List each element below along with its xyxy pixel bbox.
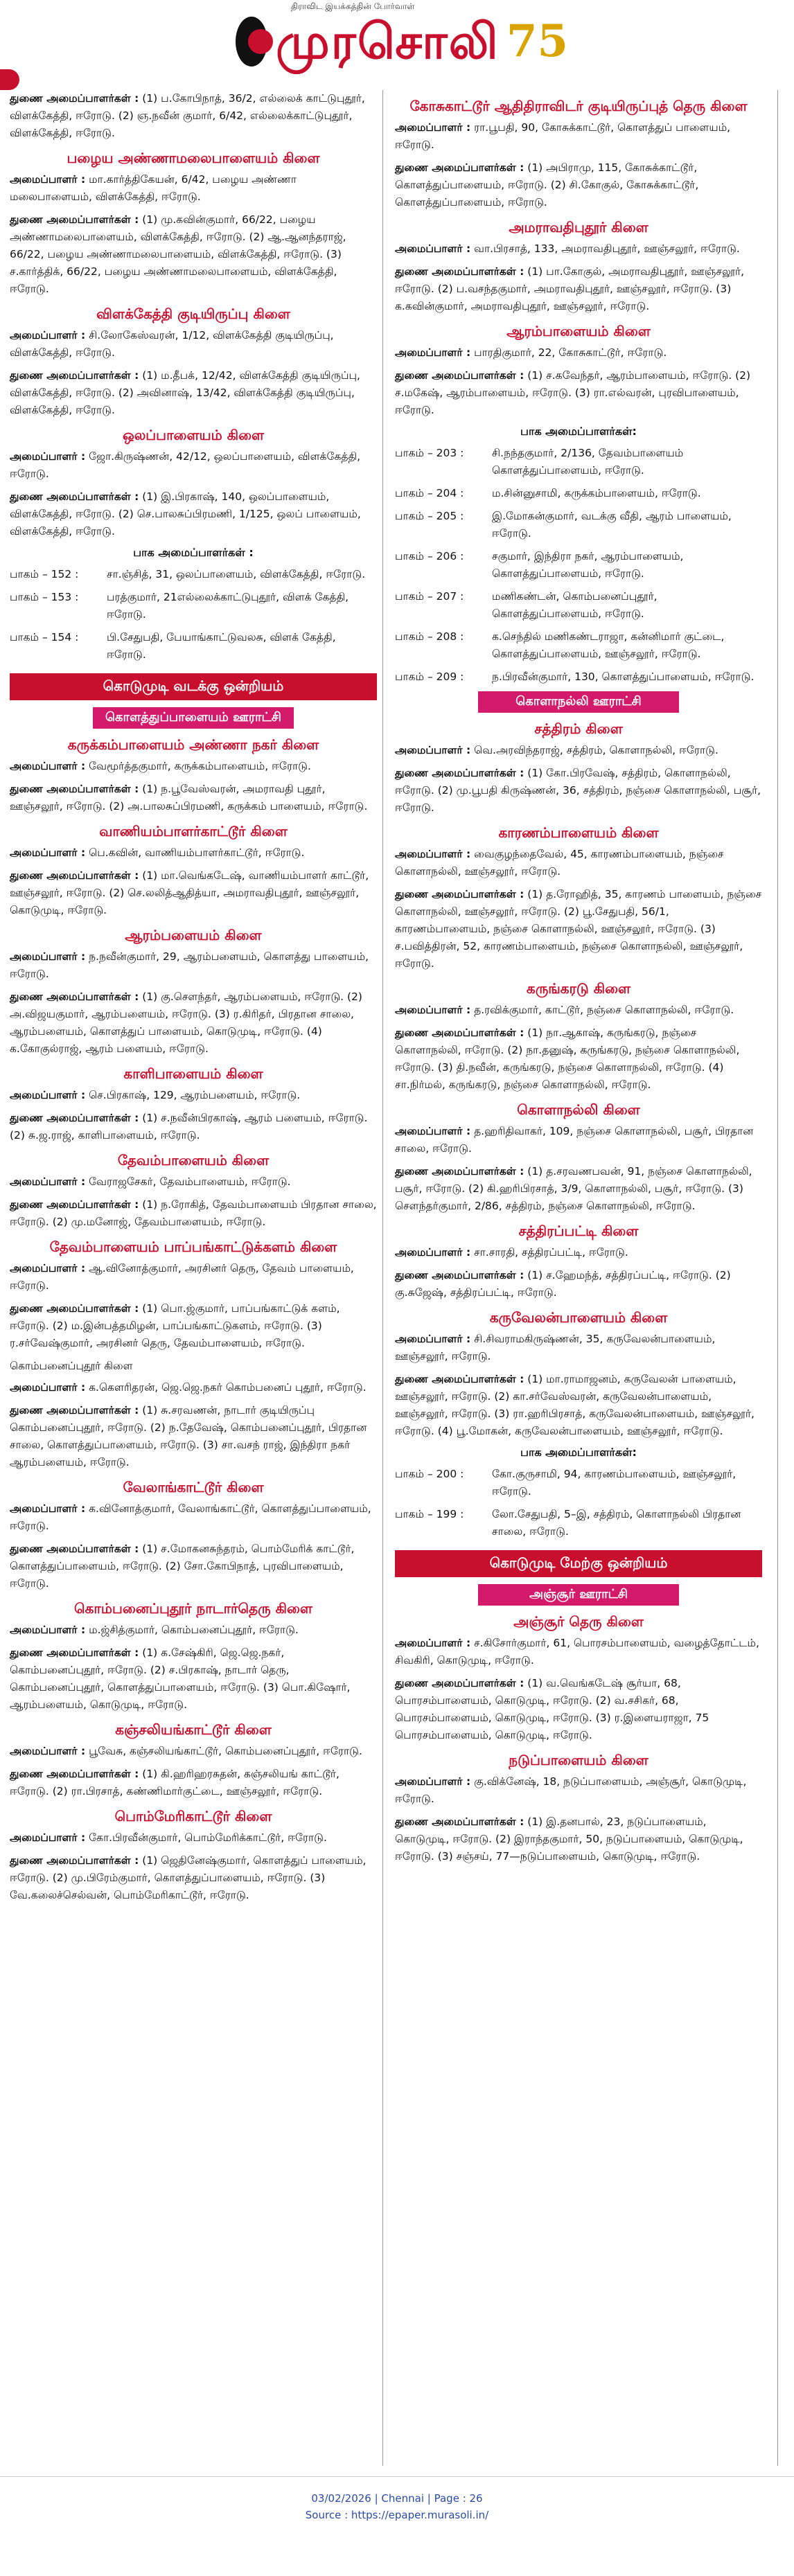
member-details: க.வினோத்குமார், வேலாங்காட்டூர், கொளத்துப்பாளையம், ஈரோடு. — [10, 1502, 371, 1532]
branch-heading: விளக்கேத்தி குடியிருப்பு கிளை — [96, 305, 290, 322]
member-details: (1) மா.வெங்கடேஷ், வாணியம்பாளர் காட்டூர், ஊஞ்சலூர், ஈரோடு. (2) செ.லலித்ஆதித்யா, அமராவதிபுதூர், ஊஞ்சலூர், கொடுமுடி, ஈரோடு. — [10, 869, 369, 916]
role-label: துணை அமைப்பாளர்கள் : — [10, 991, 139, 1003]
member-entry — [10, 1110, 377, 1144]
member-entry — [10, 1173, 377, 1191]
role-label: அமைப்பாளர் : — [395, 121, 471, 134]
member-entry — [10, 1829, 377, 1847]
role-label: துணை அமைப்பாளர்கள் : — [395, 888, 524, 900]
member-details: (1) ந.பூவேஸ்வரன், அமராவதி புதூர், ஊஞ்சலூர், ஈரோடு. (2) அ.பாலசுப்பிரமணி, கருக்கம் பாளையம், ஈரோடு. — [10, 783, 368, 812]
member-details: வேமூர்த்தகுமார், கருக்கம்பாளையம், ஈரோடு. — [85, 760, 311, 772]
masthead-tagline: திராவிட இயக்கத்தின் போர்வாள் — [291, 1, 415, 11]
booth-number: பாகம் – 204 : — [395, 487, 464, 499]
masthead — [0, 0, 794, 83]
member-details: த.ஹரிதிவாகர், 109, நஞ்சை கொளாநல்லி, பசூர், பிரதான சாலை, ஈரோடு. — [395, 1125, 754, 1155]
member-details: (1) இ.பிரகாஷ், 140, ஒலப்பாளையம், விளக்கேத்தி, ஈரோடு. (2) செ.பாலசுப்பிரமணி, 1/125, ஒலப் பாளையம், விளக்கேத்தி, ஈரோடு. — [10, 490, 361, 538]
booth-entry — [395, 668, 762, 686]
role-label: அமைப்பாளர் : — [395, 346, 471, 359]
role-label: துணை அமைப்பாளர்கள் : — [395, 1677, 524, 1689]
member-entry — [10, 327, 377, 362]
member-details: ஜோ.கிருஷ்ணன், 42/12, ஒலப்பாளையம், விளக்கேத்தி, ஈரோடு. — [10, 450, 361, 480]
role-label: அமைப்பாளர் : — [395, 1637, 471, 1649]
member-entry — [10, 1540, 377, 1592]
role-label: துணை அமைப்பாளர்கள் : — [395, 1027, 524, 1039]
member-details: ந.நவீன்குமார், 29, ஆரம்பளையம், கொளத்து பாளையம், ஈரோடு. — [10, 950, 369, 980]
booth-details: க.செந்தில் மணிகண்டராஜா, கன்னிமார் குட்டை, கொளத்துப்பாளையம், ஊஞ்சலூர், ஈரோடு. — [492, 630, 725, 660]
booth-number: பாகம் – 207 : — [395, 590, 464, 603]
role-label: அமைப்பாளர் : — [10, 950, 86, 963]
member-details: பெ.கவின், வாணியம்பாளர்காட்டூர், ஈரோடு. — [85, 846, 305, 859]
role-label: துணை அமைப்பாளர்கள் : — [10, 783, 139, 795]
booth-entry — [395, 548, 762, 583]
member-details: பூவேசு, கஞ்சலியங்காட்டூர், கொம்பனைப்புதூர், ஈரோடு. — [85, 1745, 362, 1757]
member-details: (1) க.சேஷ்கிரி, ஜெ.ஜெ.நகர், கொம்பனைப்புதூர், ஈரோடு. (2) ச.பிரகாஷ், நாடார் தெரு, கொம்பனைப்புதூர், கொளத்துப்பாளையம், ஈரோடு. (3) பொ.கிஷோர், ஆரம்பளையம், கொடுமுடி, ஈரோடு. — [10, 1646, 351, 1711]
member-entry — [10, 90, 377, 142]
member-details: (1) ச.ஹேமந்த், சத்திரப்பட்டி, ஈரோடு. (2) கு.சுஜேஷ், சத்திரப்பட்டி, ஈரோடு. — [395, 1269, 731, 1299]
branch-heading: தேவம்பாளையம் பாப்பங்காட்டுக்களம் கிளை — [49, 1238, 337, 1255]
branch-heading: சத்திரப்பட்டி கிளை — [518, 1223, 639, 1239]
member-details: கு.விக்னேஷ், 18, நடுப்பாளையம், அஞ்சூர், கொடுமுடி, ஈரோடு. — [395, 1775, 747, 1805]
role-label: துணை அமைப்பாளர்கள் : — [10, 1854, 139, 1867]
member-details: (1) பா.கோகுல், அமராவதிபுதூர், ஊஞ்சலூர், ஈரோடு. (2) ப.வசந்தகுமார், அமராவதிபுதூர், ஊஞ்சலூர், ஈரோடு. (3) க.கவின்குமார், அமராவதிபுதூர், ஊஞ்சலூர், ஈரோடு. — [395, 265, 745, 312]
role-label: துணை அமைப்பாளர்கள் : — [10, 92, 139, 105]
member-entry — [395, 1123, 762, 1157]
member-entry — [10, 1402, 377, 1471]
member-details: வா.பிரசாத், 133, அமராவதிபுதூர், ஊஞ்சலூர், ஈரோடு. — [470, 242, 740, 255]
role-label: துணை அமைப்பாளர்கள் : — [10, 1302, 139, 1315]
member-details: (1) ச.மோகனசுந்தரம், பொம்மேரிக் காட்டூர், கொளத்துப்பாளையம், ஈரோடு. (2) சோ.கோபிநாத், புரவிபாளையம், ஈரோடு. — [10, 1543, 355, 1590]
branch-heading: அமராவதிபுதூர் கிளை — [509, 219, 649, 236]
member-entry — [395, 1163, 762, 1215]
member-entry — [10, 867, 377, 919]
branch-heading: கருவேலன்பாளையம் கிளை — [489, 1309, 668, 1326]
branch-heading-plain: கொம்பனைப்புதூர் கிளை — [10, 1360, 133, 1372]
role-label: அமைப்பாளர் : — [395, 1004, 471, 1016]
member-entry — [10, 758, 377, 775]
member-details: த.ரவிக்குமார், காட்டூர், நஞ்சை கொளாநல்லி, ஈரோடு. — [470, 1004, 734, 1016]
branch-heading: கருக்கம்பாளையம் அண்ணா நகர் கிளை — [67, 736, 319, 753]
member-entry — [395, 1635, 762, 1669]
section-subheading: பாக அமைப்பாளர்கள்: — [520, 425, 637, 438]
column-divider — [382, 90, 383, 2466]
role-label: துணை அமைப்பாளர்கள் : — [395, 1373, 524, 1385]
role-label: அமைப்பாளர் : — [10, 329, 86, 341]
branch-heading: கொம்பனைப்புதூர் நாடார்தெரு கிளை — [74, 1600, 312, 1617]
role-label: அமைப்பாளர் : — [395, 744, 471, 756]
member-entry — [10, 988, 377, 1058]
booth-number: பாகம் – 203 : — [395, 447, 464, 459]
member-entry — [10, 1852, 377, 1904]
role-label: துணை அமைப்பாளர்கள் : — [395, 767, 524, 779]
page-edge-marker — [0, 69, 19, 90]
footer-rule — [0, 2476, 794, 2477]
logo — [236, 7, 568, 76]
panchayat-label: கொளத்துப்பாளையம் ஊராட்சி — [93, 707, 294, 729]
role-label: அமைப்பாளர் : — [10, 1381, 86, 1394]
member-details: செ.பிரகாஷ், 129, ஆரம்பளையம், ஈரோடு. — [85, 1089, 301, 1101]
role-label: அமைப்பாளர் : — [10, 1175, 86, 1188]
role-label: அமைப்பாளர் : — [395, 242, 471, 255]
branch-heading: கோசுகாட்டூர் ஆதிதிராவிடர் குடியிருப்புத் தெரு கிளை — [409, 98, 748, 114]
booth-details: மணிகண்டன், கொம்பனைப்புதூர், கொளத்துப்பாளையம், ஈரோடு. — [492, 590, 658, 620]
member-entry — [10, 448, 377, 483]
branch-heading: கொளாநல்லி கிளை — [517, 1101, 640, 1118]
member-details: (1) த.சரவணபவன், 91, நஞ்சை கொளாநல்லி, பசூர், ஈரோடு. (2) கி.ஹரிபிரசாத், 3/9, கொளாநல்லி, பசூர், ஈரோடு. (3) சௌந்தர்குமார், 2/86, சத்திரம், நஞ்சை கொளாநல்லி, ஈரோடு. — [395, 1165, 752, 1212]
role-label: துணை அமைப்பாளர்கள் : — [395, 1815, 524, 1828]
branch-heading: அஞ்சூர் தெரு கிளை — [513, 1613, 644, 1630]
role-label: துணை அமைப்பாளர்கள் : — [395, 1269, 524, 1281]
booth-entry — [395, 445, 762, 479]
branch-heading: வாணியம்பாளர்காட்டூர் கிளை — [99, 823, 288, 840]
branch-heading: நடுப்பாளையம் கிளை — [509, 1752, 649, 1768]
member-entry — [10, 1622, 377, 1639]
role-label: அமைப்பாளர் : — [10, 1089, 86, 1101]
right-column — [395, 90, 762, 1871]
booth-details: சா.ஞ்சித், 31, ஒலப்பாளையம், விளக்கேத்தி, ஈரோடு. — [107, 568, 366, 580]
union-banner: கொடுமுடி வடக்கு ஒன்றியம் — [10, 673, 377, 700]
branch-heading: ஆரம்பளையம் கிளை — [125, 927, 262, 943]
member-entry — [10, 1743, 377, 1760]
member-entry — [10, 488, 377, 540]
booth-number: பாகம் – 208 : — [395, 630, 464, 643]
footer-source[interactable]: Source : https://epaper.murasoli.in/ — [305, 2509, 489, 2521]
role-label: அமைப்பாளர் : — [395, 848, 471, 860]
member-details: (1) இ.தனபால், 23, நடுப்பாளையம், கொடுமுடி, ஈரோடு. (2) இராந்தகுமார், 50, நடுப்பாளையம், கொடுமுடி, ஈரோடு. (3) சஞ்சய், 77—நடுப்பாளையம், கொடுமுடி, ஈரோடு. — [395, 1815, 743, 1863]
member-entry — [10, 781, 377, 815]
member-entry — [10, 1766, 377, 1800]
member-details: (1) வ.வெங்கடேஷ் சூர்யா, 68, பொரசம்பாளையம், கொடுமுடி, ஈரோடு. (2) வ.சசிகர், 68, பொரசம்பாளையம், கொடுமுடி, ஈரோடு. (3) ர.இளையராஜா, 75 பொரசம்பாளையம், கொடுமுடி, ஈரோடு. — [395, 1677, 709, 1741]
booth-details: ம.சின்னுசாமி, கருக்கம்பாளையம், ஈரோடு. — [492, 487, 701, 499]
footer — [0, 2490, 794, 2523]
member-entry — [10, 367, 377, 419]
member-details: (1) ம.தீபக், 12/42, விளக்கேத்தி குடியிருப்பு, விளக்கேத்தி, ஈரோடு. (2) அவினாஷ், 13/42, விளக்கேத்தி குடியிருப்பு, விளக்கேத்தி, ஈரோடு. — [10, 369, 360, 416]
role-label: துணை அமைப்பாளர்கள் : — [10, 1543, 139, 1555]
member-details: வைகுழந்தைவேல், 45, காரணம்பாளையம், நஞ்சை கொளாநல்லி, ஊஞ்சலூர், ஈரோடு. — [395, 848, 724, 878]
role-label: அமைப்பாளர் : — [10, 1502, 86, 1515]
member-details: (1) நா.ஆகாஷ், கருங்கரடு, நஞ்சை கொளாநல்லி, ஈரோடு. (2) நா.தனுஷ், கருங்கரடு, நஞ்சை கொளாநல்லி, ஈரோடு. (3) தி.நவீன், கருங்கரடு, நஞ்சை கொளாநல்லி, ஈரோடு. (4) சா.நிர்மல், கருங்கரடு, நஞ்சை கொளாநல்லி, ஈரோடு. — [395, 1027, 740, 1091]
branch-heading: சத்திரம் கிளை — [534, 720, 623, 737]
branch-heading: தேவம்பாளையம் கிளை — [117, 1152, 270, 1169]
section-subheading: பாக அமைப்பாளர்கள் : — [133, 546, 254, 559]
member-entry — [395, 846, 762, 880]
role-label: அமைப்பாளர் : — [10, 846, 86, 859]
member-entry — [395, 1244, 762, 1261]
member-entry — [395, 344, 762, 362]
member-entry — [395, 263, 762, 315]
member-entry — [395, 765, 762, 817]
member-details: சி.சிவராமகிருஷ்ணன், 35, கருவேலன்பாளையம், ஊஞ்சலூர், ஈரோடு. — [395, 1333, 716, 1362]
role-label: துணை அமைப்பாளர்கள் : — [10, 369, 139, 382]
role-label: துணை அமைப்பாளர்கள் : — [10, 1198, 139, 1211]
booth-entry — [395, 508, 762, 542]
role-label: அமைப்பாளர் : — [10, 1262, 86, 1274]
member-details: ரா.பூபதி, 90, கோசுக்காட்டூர், கொளத்துப் பாளையம், ஈரோடு. — [395, 121, 731, 151]
role-label: அமைப்பாளர் : — [395, 1333, 471, 1345]
booth-number: பாகம் – 153 : — [10, 591, 79, 603]
booth-number: பாகம் – 200 : — [395, 1468, 464, 1480]
booth-details: சி.நந்தகுமார், 2/136, தேவம்பாளையம் கொளத்துப்பாளையம், ஈரோடு. — [492, 447, 684, 477]
member-entry — [395, 1675, 762, 1744]
section-subheading: பாக அமைப்பாளர்கள்: — [520, 1446, 637, 1459]
booth-details: இ.மோகன்குமார், வடக்கு வீதி, ஆரம் பாளையம், ஈரோடு. — [492, 510, 732, 540]
member-details: (1) கோ.பிரவேஷ், சத்திரம், கொளாநல்லி, ஈரோடு. (2) மு.பூபதி கிருஷ்ணன், 36, சத்திரம், நஞ்சை கொளாநல்லி, பசூர், ஈரோடு. — [395, 767, 761, 814]
branch-heading: பொம்மேரிகாட்டூர் கிளை — [114, 1808, 272, 1824]
booth-number: பாகம் – 205 : — [395, 510, 464, 522]
booth-number: பாகம் – 199 : — [395, 1508, 464, 1520]
branch-heading: வேலாங்காட்டூர் கிளை — [123, 1479, 264, 1495]
role-label: துணை அமைப்பாளர்கள் : — [395, 265, 524, 278]
branch-heading: காளிபாளையம் கிளை — [123, 1065, 263, 1082]
branch-heading: கருங்கரடு கிளை — [526, 980, 631, 997]
role-label: துணை அமைப்பாளர்கள் : — [10, 213, 139, 226]
member-details: ம.ஜ்சித்குமார், கொம்பனைப்புதூர், ஈரோடு. — [85, 1624, 299, 1636]
role-label: துணை அமைப்பாளர்கள் : — [395, 1165, 524, 1178]
role-label: அமைப்பாளர் : — [10, 450, 86, 463]
booth-number: பாகம் – 206 : — [395, 550, 464, 562]
member-entry — [10, 1260, 377, 1295]
member-entry — [10, 211, 377, 298]
booth-entry — [395, 485, 762, 502]
member-details: சி.லோகேஸ்வரன், 1/12, விளக்கேத்தி குடியிருப்பு, விளக்கேத்தி, ஈரோடு. — [10, 329, 334, 359]
member-details: வெ.அரவிந்தராஜ், சத்திரம், கொளாநல்லி, ஈரோடு. — [470, 744, 718, 756]
booth-entry — [395, 1506, 762, 1540]
member-entry — [395, 1331, 762, 1365]
role-label: அமைப்பாளர் : — [10, 1831, 86, 1844]
role-label: துணை அமைப்பாளர்கள் : — [10, 869, 139, 882]
member-entry — [10, 1500, 377, 1535]
member-details: (1) பொ.ஜ்குமார், பாப்பங்காட்டுக் களம், ஈரோடு. (2) ம.இன்பத்தமிழன், பாப்பங்காட்டுகளம், ஈரோடு. (3) ர.சர்வேஷ்குமார், அரசினர் தெரு, தேவம்பாளையம், ஈரோடு. — [10, 1302, 340, 1349]
member-entry — [395, 1024, 762, 1094]
branch-heading: ஒலப்பாளையம் கிளை — [122, 427, 265, 443]
left-column — [10, 90, 377, 1910]
panchayat-label: அஞ்சூர் ஊராட்சி — [478, 1584, 679, 1606]
role-label: துணை அமைப்பாளர்கள் : — [10, 1404, 139, 1416]
member-details: மா.கார்த்திகேயன், 6/42, பழைய அண்ணா மலைபாளையம், விளக்கேத்தி, ஈரோடு. — [10, 173, 297, 203]
booth-entry — [395, 1466, 762, 1500]
member-details: (1) கு.சௌந்தர், ஆரம்பளையம், ஈரோடு. (2) அ.விஜயகுமார், ஆரம்பளையம், ஈரோடு. (3) ர.கிரிதர், பிரதான சாலை, ஆரம்பளையம், கொளத்துப் பாளையம், கொடுமுடி, ஈரோடு. (4) க.கோகுல்ராஜ், ஆரம் பளையம், ஈரோடு. — [10, 991, 362, 1055]
member-entry — [10, 844, 377, 862]
role-label: அமைப்பாளர் : — [10, 760, 86, 772]
member-entry — [395, 1267, 762, 1302]
member-details: க.கௌரிதரன், ஜெ.ஜெ.நகர் கொம்பனைப் புதூர், ஈரோடு. — [85, 1381, 367, 1394]
member-entry — [395, 367, 762, 419]
booth-details: கோ.குருசாமி, 94, காரணம்பாளையம், ஊஞ்சலூர், ஈரோடு. — [492, 1468, 736, 1498]
booth-number: பாகம் – 154 : — [10, 631, 79, 643]
member-details: (1) கி.ஹரிஹரசுதன், கஞ்சலியங் காட்டூர், ஈரோடு. (2) ரா.பிரசாத், கண்ணிமார்குட்டை, ஊஞ்சலூர், ஈரோடு. — [10, 1768, 339, 1797]
booth-entry — [10, 629, 377, 664]
member-entry — [10, 1087, 377, 1104]
branch-heading: ஆரம்பாளையம் கிளை — [506, 323, 651, 339]
booth-details: பி.சேதுபதி, பேயாங்காட்டுவலசு, விளக் கேத்தி, ஈரோடு. — [107, 631, 336, 661]
role-label: துணை அமைப்பாளர்கள் : — [10, 1768, 139, 1780]
role-label: அமைப்பாளர் : — [395, 1775, 471, 1788]
member-entry — [395, 1002, 762, 1019]
member-details: (1) ஜெதினேஷ்குமார், கொளத்துப் பாளையம், ஈரோடு. (2) மு.பிரேம்குமார், கொளத்துப்பாளையம், ஈரோடு. (3) வே.கலைச்செல்வன், பொம்மேரிகாட்டூர், ஈரோடு. — [10, 1854, 367, 1901]
booth-number: பாகம் – 209 : — [395, 670, 464, 683]
booth-entry — [395, 588, 762, 623]
booth-number: பாகம் – 152 : — [10, 568, 79, 580]
member-details: பாரதிகுமார், 22, கோசுகாட்டூர், ஈரோடு. — [470, 346, 667, 359]
member-entry — [10, 1644, 377, 1714]
member-details: (1) சு.சரவணன், நாடார் குடியிருப்பு கொம்பனைப்புதூர், ஈரோடு. (2) ந.தேவேஷ், கொம்பனைப்புதூர், பிரதான சாலை, கொளத்துப்பாளையம், ஈரோடு. (3) சா.வசந் ராஜ், இந்திரா நகர் ஆரம்பளையம், ஈரோடு. — [10, 1404, 367, 1468]
panchayat-label: கொளாநல்லி ஊராட்சி — [478, 691, 679, 713]
member-details: (1) த.ரோஹித், 35, காரணம் பாளையம், நஞ்சை கொளாநல்லி, ஊஞ்சலூர், ஈரோடு. (2) பூ.சேதுபதி, 56/1, காரணம்பாளையம், நஞ்சை கொளாநல்லி, ஊஞ்சலூர், ஈரோடு. (3) ச.பவித்திரன், 52, காரணம்பாளையம், நஞ்சை கொளாநல்லி, ஊஞ்சலூர், ஈரோடு. — [395, 888, 762, 970]
member-details: சா.சாரதி, சத்திரப்பட்டி, ஈரோடு. — [470, 1246, 628, 1259]
member-details: ச.கிசோர்குமார், 61, பொரசம்பாளையம், வழைத்தோட்டம், சிவகிரி, கொடுமுடி, ஈரோடு. — [395, 1637, 759, 1667]
booth-entry — [395, 628, 762, 663]
member-entry — [395, 159, 762, 211]
member-entry — [10, 1196, 377, 1231]
booth-entry — [10, 589, 377, 623]
member-entry — [395, 742, 762, 759]
emblem-icon — [236, 17, 267, 66]
member-entry — [395, 1371, 762, 1440]
member-details: (1) ந.ரோகித், தேவம்பாளையம் பிரதான சாலை, ஈரோடு. (2) மு.மனோஜ், தேவம்பாளையம், ஈரோடு. — [10, 1198, 377, 1228]
booth-details: பரத்குமார், 21எல்லைக்காட்டுபுதூர், விளக் கேத்தி, ஈரோடு. — [107, 591, 349, 621]
role-label: அமைப்பாளர் : — [10, 173, 86, 186]
member-details: (1) அபிராமு, 115, கோசுக்காட்டூர், கொளத்துப்பாளையம், ஈரோடு. (2) சி.கோகுல், கோசுக்காட்டூர், கொளத்துப்பாளையம், ஈரோடு. — [395, 161, 699, 208]
member-details: கோ.பிரவீன்குமார், பொம்மேரிக்காட்டூர், ஈரோடு. — [85, 1831, 327, 1844]
member-entry — [395, 1773, 762, 1808]
footer-date-page: 03/02/2026 | Chennai | Page : 26 — [311, 2492, 483, 2505]
member-details: (1) ப.கோபிநாத், 36/2, எல்லைக் காட்டுபுதூர், விளக்கேத்தி, ஈரோடு. (2) ஞ.நவீன் குமார், 6/42, எல்லைக்காட்டுபுதூர், விளக்கேத்தி, ஈரோடு. — [10, 92, 365, 139]
booth-details: லோ.சேதுபதி, 5–இ, சத்திரம், கொளாநல்லி பிரதான சாலை, ஈரோடு. — [492, 1508, 741, 1538]
union-banner: கொடுமுடி மேற்கு ஒன்றியம் — [395, 1550, 762, 1577]
role-label: துணை அமைப்பாளர்கள் : — [10, 1646, 139, 1659]
member-details: (1) ச.கவேந்தர், ஆரம்பாளையம், ஈரோடு. (2) ச.மகேஷ், ஆரம்பாளையம், ஈரோடு. (3) ரா.எல்வரன், புரவிபாளையம், ஈரோடு. — [395, 369, 751, 416]
role-label: துணை அமைப்பாளர்கள் : — [395, 369, 524, 382]
booth-details: ந.பிரவீன்குமார், 130, கொளத்துப்பாளையம், ஈரோடு. — [492, 670, 755, 683]
member-details: (1) ச.நவீன்பிரகாஷ், ஆரம் பளையம், ஈரோடு. (2) சு.ஜ.ராஜ், காளிபாளையம், ஈரோடு. — [10, 1112, 368, 1142]
member-entry — [395, 1813, 762, 1865]
role-label: அமைப்பாளர் : — [395, 1246, 471, 1259]
booth-entry — [10, 566, 377, 583]
role-label: துணை அமைப்பாளர்கள் : — [395, 161, 524, 174]
role-label: அமைப்பாளர் : — [10, 1745, 86, 1757]
booth-details: சகுமார், இந்திரா நகர், ஆரம்பாளையம், கொளத்துப்பாளையம், ஈரோடு. — [492, 550, 684, 580]
logo-text: முரசொலி — [275, 12, 500, 70]
role-label: துணை அமைப்பாளர்கள் : — [10, 1112, 139, 1124]
branch-heading: கஞ்சலியங்காட்டூர் கிளை — [115, 1721, 272, 1738]
member-details: வேராஜசேகர், தேவம்பாளையம், ஈரோடு. — [85, 1175, 291, 1188]
member-entry — [10, 1300, 377, 1352]
member-entry — [395, 240, 762, 258]
member-entry — [395, 119, 762, 154]
role-label: அமைப்பாளர் : — [395, 1125, 471, 1137]
role-label: அமைப்பாளர் : — [10, 1624, 86, 1636]
branch-heading: காரணம்பாளையம் கிளை — [498, 824, 659, 841]
member-details: ஆ.வினோத்குமார், அரசினர் தெரு, தேவம் பாளையம், ஈரோடு. — [10, 1262, 354, 1292]
adjacent-column-edge — [777, 90, 794, 2466]
member-details: (1) மா.ராமாஜனம், கருவேலன் பாளையம், ஊஞ்சலூர், ஈரோடு. (2) கா.சர்வேஸ்வரன், கருவேலன்பாளையம், ஊஞ்சலூர், ஈரோடு. (3) ரா.ஹரிபிரசாத், கருவேலன்பாளையம், ஊஞ்சலூர், ஈரோடு. (4) பூ.மோகன், கருவேலன்பாளையம், ஊஞ்சலூர், ஈரோடு. — [395, 1373, 755, 1437]
member-details: (1) மு.கவின்குமார், 66/22, பழைய அண்ணாமலைபாளையம், விளக்கேத்தி, ஈரோடு. (2) ஆ.ஆனந்தராஜ், 66/22, பழைய அண்ணாமலைபாளையம், விளக்கேத்தி, ஈரோடு. (3) ச.கார்த்திக், 66/22, பழைய அண்ணாமலைபாளையம், விளக்கேத்தி, ஈரோடு. — [10, 213, 346, 295]
member-entry — [10, 948, 377, 983]
branch-heading: பழைய அண்ணாமலைபாளையம் கிளை — [67, 150, 320, 166]
role-label: துணை அமைப்பாளர்கள் : — [10, 490, 139, 503]
member-entry — [10, 1379, 377, 1396]
member-entry — [395, 886, 762, 972]
member-entry — [10, 171, 377, 206]
logo-number: 75 — [506, 15, 568, 67]
